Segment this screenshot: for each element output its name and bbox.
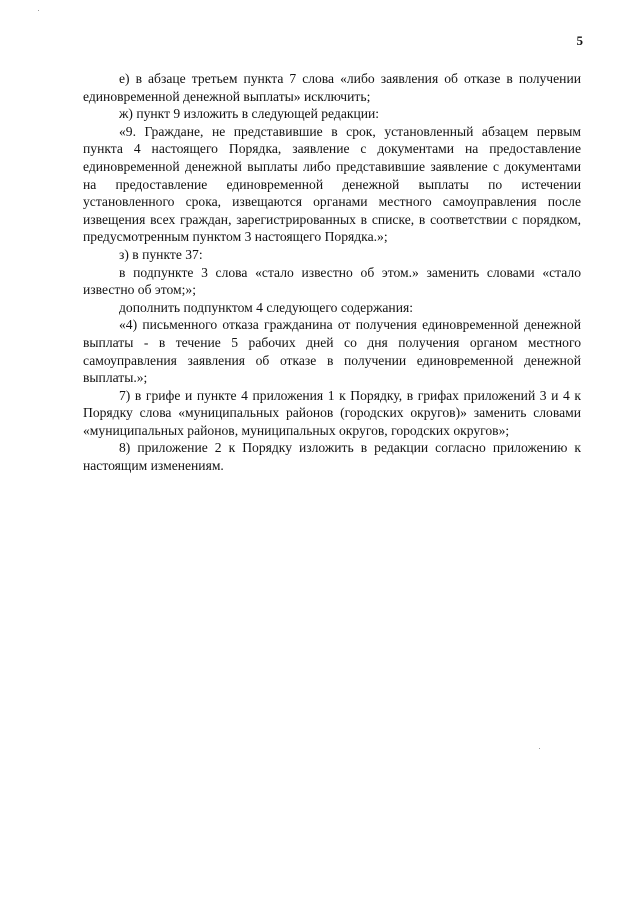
paragraph-item-e: е) в абзаце третьем пункта 7 слова «либо заявления об отказе в получении единовременной денежной выплаты» исключить; [83, 71, 581, 104]
paragraph-add-subpoint-4: дополнить подпунктом 4 следующего содержания: [119, 299, 414, 315]
document-body [83, 70, 581, 475]
paragraph-item-zh: ж) пункт 9 изложить в следующей редакции: [119, 106, 380, 122]
paragraph-point-9-text: «9. Граждане, не представившие в срок, установленный абзацем первым пункта 4 настоящего Порядка, заявление с документами на предоставление единовременной денежной выплаты либо представившие заявление с документами на предоставление единовременной денежной выплаты по истечении установленного срока, извещаются органами местного самоуправления после извещения всех граждан, зарегистрированных в списке, в соответствии с порядком, предусмотренным пунктом 3 настоящего Порядка.»; [83, 123, 581, 245]
scan-speck [38, 10, 39, 11]
paragraph-subpoint-4-text: «4) письменного отказа гражданина от получения единовременной денежной выплаты - в течение 5 рабочих дней со дня получения органом местного самоуправления заявления об отказе в получении единовременной денежной выплаты.»; [83, 317, 581, 386]
paragraph-item-8: 8) приложение 2 к Порядку изложить в редакции согласно приложению к настоящим изменениям. [83, 440, 581, 474]
scan-speck [539, 748, 540, 749]
paragraph-subpoint-3-change: в подпункте 3 слова «стало известно об этом.» заменить словами «стало известно об этом;»; [83, 264, 581, 298]
paragraph-item-7: 7) в грифе и пункте 4 приложения 1 к Порядку, в грифах приложений 3 и 4 к Порядку слова «муниципальных районов (городских округов)» заменить словами «муниципальных районов, муниципальных округов, городских округов»; [83, 387, 581, 438]
page-number: 5 [576, 33, 583, 48]
paragraph-item-z: з) в пункте 37: [119, 246, 203, 262]
